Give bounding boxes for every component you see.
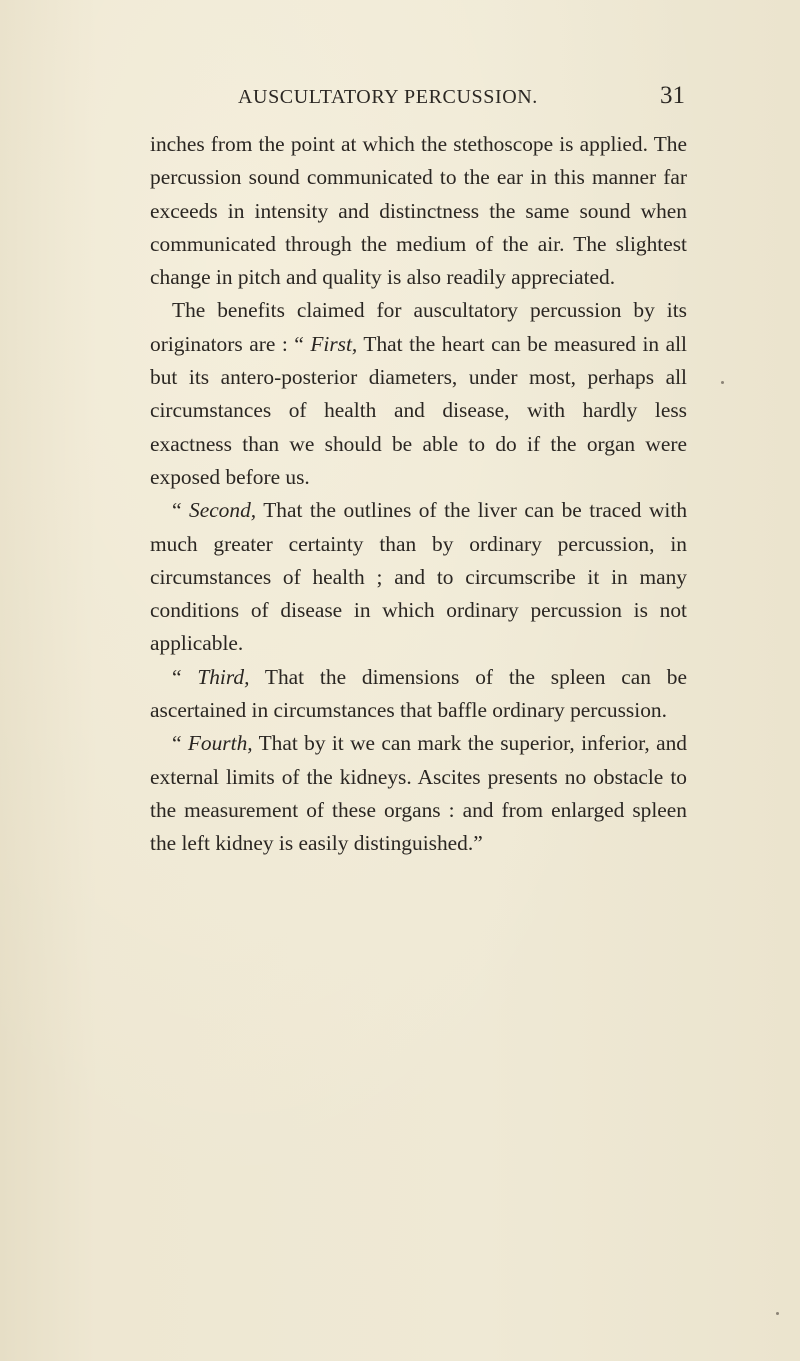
running-title: AUSCULTATORY PERCUSSION. — [238, 86, 538, 108]
paragraph-4: “ Third, That the dimensions of the spleen can be ascertained in circumstances that baffle ordinary percussion. — [150, 664, 688, 723]
paragraph-2: The benefits claimed for auscultatory percussion by its originators are : “ First, That the heart can be measured in all but its antero-posterior diameters, under most, perhaps all circumstances of health and disease, with hardly less exactness than we should be able to do if the organ were exposed before us. — [150, 298, 688, 489]
paragraph-3: “ Second, That the outlines of the liver can be traced with much greater certainty than by ordinary percussion, in circumstances of health ; and to circumscribe it in many conditions of disease in which ordinary percussion is not applicable. — [150, 498, 688, 656]
page-number: 31 — [660, 82, 685, 109]
body-text — [150, 128, 687, 861]
paragraph-5: “ Fourth, That by it we can mark the superior, inferior, and external limits of the kidneys. Ascites presents no obstacle to the measurement of these organs : and from enlarged spleen the left kidney is easily distinguished.” — [150, 731, 687, 856]
paragraph-1: inches from the point at which the stethoscope is applied. The percussion sound communicated to the ear in this manner far exceeds in intensity and distinctness the same sound when communicated through the medium of the air. The slightest change in pitch and quality is also readily appreciated. — [150, 132, 687, 290]
paper-speck — [721, 381, 724, 384]
paper-speck — [776, 1312, 779, 1315]
